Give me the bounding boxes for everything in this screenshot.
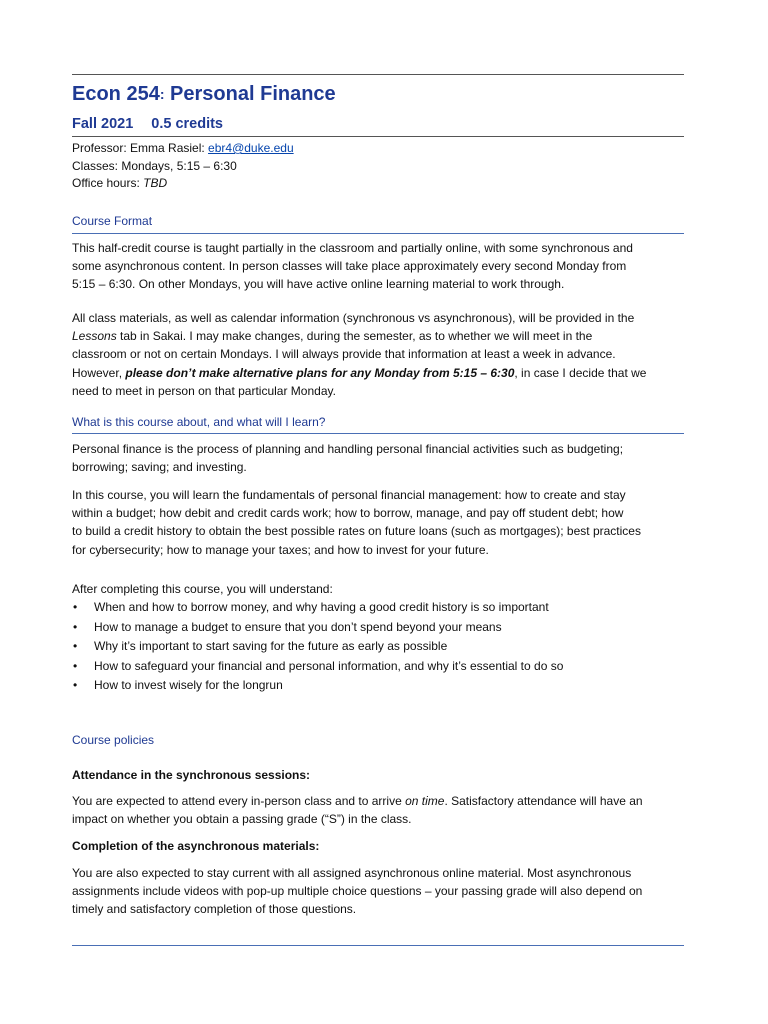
title-course-code: Econ 254 bbox=[72, 83, 160, 105]
attendance-on-time: on time bbox=[405, 794, 445, 808]
list-item-text: How to safeguard your financial and personal information, and why it’s essential to do so bbox=[94, 658, 564, 673]
list-item bbox=[72, 676, 563, 696]
about-p2-line-3: to build a credit history to obtain the best possible rates on future loans (such as mortgages); best practices bbox=[72, 524, 641, 539]
course-format-p2-line-1: All class materials, as well as calendar information (synchronous vs asynchronous), will be provided in the bbox=[72, 311, 635, 325]
bottom-rule bbox=[72, 945, 684, 946]
course-format-p1-line-2: some asynchronous content. In person classes will take place approximately every second Monday from bbox=[72, 259, 627, 274]
course-format-paragraph-2 bbox=[72, 309, 684, 400]
section-heading-course-format: Course Format bbox=[72, 214, 153, 228]
list-item bbox=[72, 657, 563, 677]
list-item bbox=[72, 598, 563, 618]
about-paragraph-3: After completing this course, you will understand: bbox=[72, 582, 333, 596]
attendance-line-1-pre: You are expected to attend every in-person class and to arrive bbox=[72, 794, 406, 808]
bullet-icon: • bbox=[73, 619, 78, 634]
section-heading-course-policies: Course policies bbox=[72, 733, 155, 747]
section-rule-about bbox=[72, 433, 684, 434]
list-item-text: Why it’s important to start saving for the future as early as possible bbox=[94, 639, 448, 654]
course-info bbox=[72, 140, 294, 193]
page-subtitle bbox=[72, 116, 223, 132]
section-rule-course-format bbox=[72, 233, 684, 234]
course-format-paragraph-1 bbox=[72, 239, 684, 294]
course-format-p1-line-1: This half-credit course is taught partially in the classroom and partially online, with some synchronous and bbox=[72, 241, 633, 255]
attendance-line-1 bbox=[72, 792, 684, 810]
bullet-icon: • bbox=[73, 658, 78, 673]
async-line-1: You are also expected to stay current with all assigned asynchronous online material. Most asynchronous bbox=[72, 866, 632, 880]
async-line-3: timely and satisfactory completion of those questions. bbox=[72, 902, 357, 917]
about-p1-line-2: borrowing; saving; and investing. bbox=[72, 460, 247, 475]
course-format-p2-line-4 bbox=[72, 364, 684, 382]
about-p1-line-1: Personal finance is the process of planning and handling personal financial activities such as budgeting; bbox=[72, 442, 624, 456]
term: Fall 2021 bbox=[72, 116, 134, 132]
course-format-p1-line-3: 5:15 – 6:30. On other Mondays, you will have active online learning material to work through. bbox=[72, 277, 565, 292]
course-format-p2-line-4-post: , in case I decide that we bbox=[514, 365, 647, 380]
list-item bbox=[72, 637, 563, 657]
async-line-2: assignments include videos with pop-up multiple choice questions – your passing grade will also depend on bbox=[72, 884, 643, 899]
bullet-icon: • bbox=[73, 678, 78, 693]
professor-email-link[interactable]: ebr4@duke.edu bbox=[208, 141, 294, 155]
attendance-line-2: impact on whether you obtain a passing grade (“S”) in the class. bbox=[72, 812, 412, 827]
about-p2-line-4: for cybersecurity; how to manage your taxes; and how to invest for your future. bbox=[72, 542, 489, 557]
course-format-p2-line-5: need to meet in person on that particular Monday. bbox=[72, 383, 336, 398]
title-colon: : bbox=[159, 86, 165, 102]
attendance-line-1-post: . Satisfactory attendance will have an bbox=[444, 794, 643, 808]
about-paragraph-2 bbox=[72, 486, 684, 559]
office-hours-line bbox=[72, 175, 294, 193]
subtitle-rule bbox=[72, 136, 684, 137]
attendance-paragraph bbox=[72, 792, 684, 828]
office-hours-value: TBD bbox=[143, 176, 168, 190]
section-heading-about: What is this course about, and what will I learn? bbox=[72, 415, 326, 429]
lessons-tab-name: Lessons bbox=[72, 329, 117, 344]
about-p2-line-1: In this course, you will learn the fundamentals of personal financial management: how to create and stay bbox=[72, 488, 626, 502]
list-item-text: How to manage a budget to ensure that you don’t spend beyond your means bbox=[94, 619, 502, 634]
course-format-p2-line-2-rest: tab in Sakai. I may make changes, during the semester, as to whether we will meet in the bbox=[116, 329, 593, 344]
bullet-icon: • bbox=[73, 639, 78, 654]
bullet-icon: • bbox=[73, 600, 78, 614]
credits: 0.5 credits bbox=[151, 116, 224, 132]
top-rule bbox=[72, 74, 684, 75]
page-title bbox=[72, 83, 336, 106]
list-item bbox=[72, 618, 563, 638]
office-hours-label: Office hours: bbox=[72, 176, 144, 190]
course-format-p2-line-2 bbox=[72, 327, 684, 345]
async-paragraph bbox=[72, 864, 684, 919]
async-heading: Completion of the asynchronous materials: bbox=[72, 839, 320, 853]
course-format-emphasis: please don’t make alternative plans for any Monday from 5:15 – 6:30 bbox=[125, 365, 515, 380]
professor-line bbox=[72, 140, 294, 158]
title-course-name: Personal Finance bbox=[164, 83, 336, 105]
attendance-heading: Attendance in the synchronous sessions: bbox=[72, 768, 311, 782]
classes-line: Classes: Mondays, 5:15 – 6:30 bbox=[72, 158, 237, 173]
course-format-p2-line-4-pre: However, bbox=[72, 365, 126, 380]
about-p2-line-2: within a budget; how debit and credit cards work; how to borrow, manage, and pay off student debt; how bbox=[72, 506, 624, 521]
list-item-text: How to invest wisely for the longrun bbox=[94, 678, 283, 693]
about-paragraph-1 bbox=[72, 440, 684, 476]
professor-label: Professor: Emma Rasiel: bbox=[72, 141, 209, 155]
course-format-p2-line-3: classroom or not on certain Mondays. I will always provide that information at least a week in advance. bbox=[72, 347, 616, 362]
learning-outcomes-list bbox=[72, 598, 563, 696]
list-item-text: When and how to borrow money, and why having a good credit history is so important bbox=[94, 600, 549, 614]
